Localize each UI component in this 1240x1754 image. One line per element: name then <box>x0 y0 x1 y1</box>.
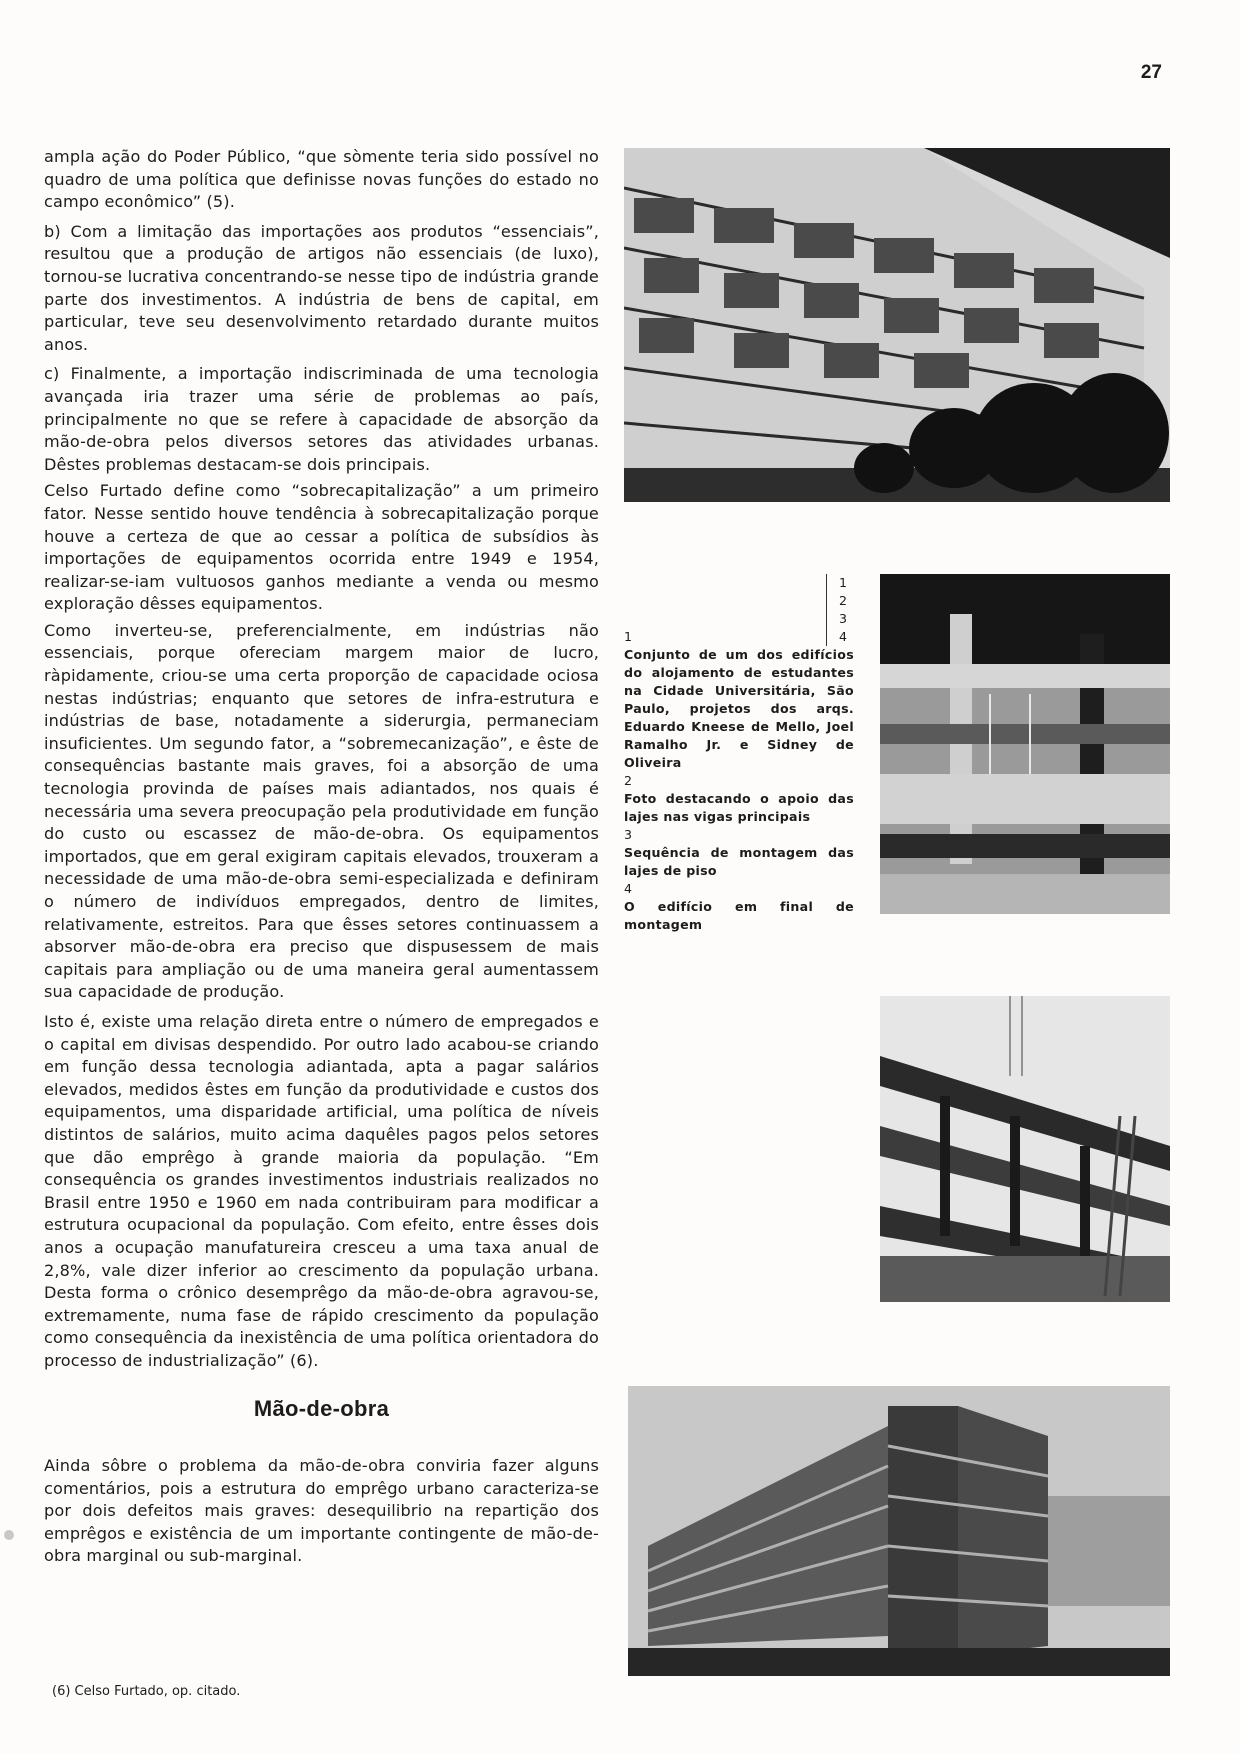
index-key-2: 2 <box>826 592 850 610</box>
index-key-1: 1 <box>826 574 850 592</box>
slab-assembly-image <box>880 996 1170 1302</box>
paragraph-2: b) Com a limitação das importações aos produtos “essenciais”, resultou que a produção de artigos não essenciais (de luxo), tornou-se lucrativa concentrando-se nesse tipo de indústria grande parte dos investimentos. A indústria de bens de capital, em particular, teve seu desenvolvimento retardado durante muitos anos. <box>44 221 599 354</box>
paragraph-6: Isto é, existe uma relação direta entre o número de empregados e o capital em divisas despendido. Por outro lado acabou-se criando em função dessa tecnologia adiantada, apta a pagar salários elevados, medidos êstes em função da produtividade e custos dos equipamentos, uma disparidade artificial, uma política de níveis distintos de salários, muito acima daquêles pagos pelos setores que dão emprêgo à grande maioria da população. “Em consequência os grandes investimentos industriais realizados no Brasil entre 1950 e 1960 em nada contribuiram para modificar a estrutura ocupacional da população. Com efeito, entre êsses dois anos a ocupação manufatureira cresceu a uma taxa anual de 2,8%, vale dizer inferior ao crescimento da população urbana. Desta forma o crônico desemprêgo da mão-de-obra agravou-se, extremamente, numa fase de rápido crescimento da população como consequência da inexistência de uma política orientadora do processo de industrialização” (6). <box>44 1011 599 1370</box>
photo-slab-assembly <box>880 996 1170 1302</box>
caption-4-number: 4 <box>624 881 633 896</box>
paragraph-3: c) Finalmente, a importação indiscriminada de uma tecnologia avançada iria trazer uma série de problemas ao país, principalmente no que se refere à capacidade de absorção da mão-de-obra pelos diversos setores das atividades urbanas. Dêstes problemas destacam-se dois principais. <box>44 364 599 474</box>
building-completion-image <box>628 1386 1170 1676</box>
photo-building-facade <box>624 148 1170 502</box>
index-key-3: 3 <box>826 610 850 628</box>
section-paragraph: Ainda sôbre o problema da mão-de-obra conviria fazer alguns comentários, pois a estrutura do emprêgo urbano caracteriza-se por dois defeitos mais graves: desequilibrio na repartição dos emprêgos e existência de um importante contingente de mão-de-obra marginal ou sub-marginal. <box>44 1456 599 1566</box>
caption-1-text: Conjunto de um dos edifícios do alojamento de estudantes na Cidade Universitária, São Paulo, projetos dos arqs. Eduardo Kneese de Mello, Joel Ramalho Jr. e Sidney de Oliveira <box>624 647 854 770</box>
footnote: (6) Celso Furtado, op. citado. <box>52 1684 241 1699</box>
index-key-4: 4 <box>826 628 850 646</box>
building-facade-image <box>624 148 1170 502</box>
paragraph-4: Celso Furtado define como “sobrecapitalização” a um primeiro fator. Nesse sentido houve tendência à sobrecapitalização porque houve a certeza de que ao cessar a política de subsídios às importações de equipamentos ocorrida entre 1949 e 1954, realizar-se-iam vultuosos ganhos mediante a venda ou mesmo exploração dêsses equipamentos. <box>44 481 599 614</box>
caption-1-number: 1 <box>624 629 633 644</box>
photo-captions <box>624 628 854 934</box>
caption-2-number: 2 <box>624 773 633 788</box>
caption-3-number: 3 <box>624 827 633 842</box>
caption-3-text: Sequência de montagem das lajes de piso <box>624 845 854 878</box>
paragraph-5: Como inverteu-se, preferencialmente, em indústrias não essenciais, porque ofereciam margem maior de lucro, ràpidamente, criou-se uma certa proporção de capacidade ociosa nestas indústrias; enquanto que setores de infra-estrutura e indústrias de base, notadamente a siderurgia, permaneciam insuficientes. Um segundo fator, a “sobremecanização”, e êste de consequências bastante mais graves, foi a absorção de uma tecnologia provinda de países mais adiantados, nos quais é necessária uma severa preocupação pela produtividade em função do custo ou escassez de mão-de-obra. Os equipamentos importados, que em geral exigiram capitais elevados, trouxeram a necessidade de uma mão-de-obra semi-especializada e definiram o número de indivíduos empregados, dentro de limites, relativamente, estreitos. Para que êsses setores continuassem a absorver mão-de-obra era preciso que dispusessem de mais capitais para ampliação ou de uma maneira geral aumentassem sua capacidade de produção. <box>44 620 599 1002</box>
slab-support-image <box>880 574 1170 914</box>
scan-speck <box>4 1530 14 1540</box>
paragraph-1: ampla ação do Poder Público, “que sòmente teria sido possível no quadro de uma política que definisse novas funções do estado no campo econômico” (5). <box>44 147 599 212</box>
caption-4-text: O edifício em final de montagem <box>624 899 854 932</box>
photo-slab-support <box>880 574 1170 914</box>
page-number: 27 <box>1140 62 1162 83</box>
main-text-column <box>44 146 599 1575</box>
section-heading: Mão-de-obra <box>253 1396 390 1422</box>
photo-building-completion <box>628 1386 1170 1676</box>
caption-2-text: Foto destacando o apoio das lajes nas vigas principais <box>624 791 854 824</box>
